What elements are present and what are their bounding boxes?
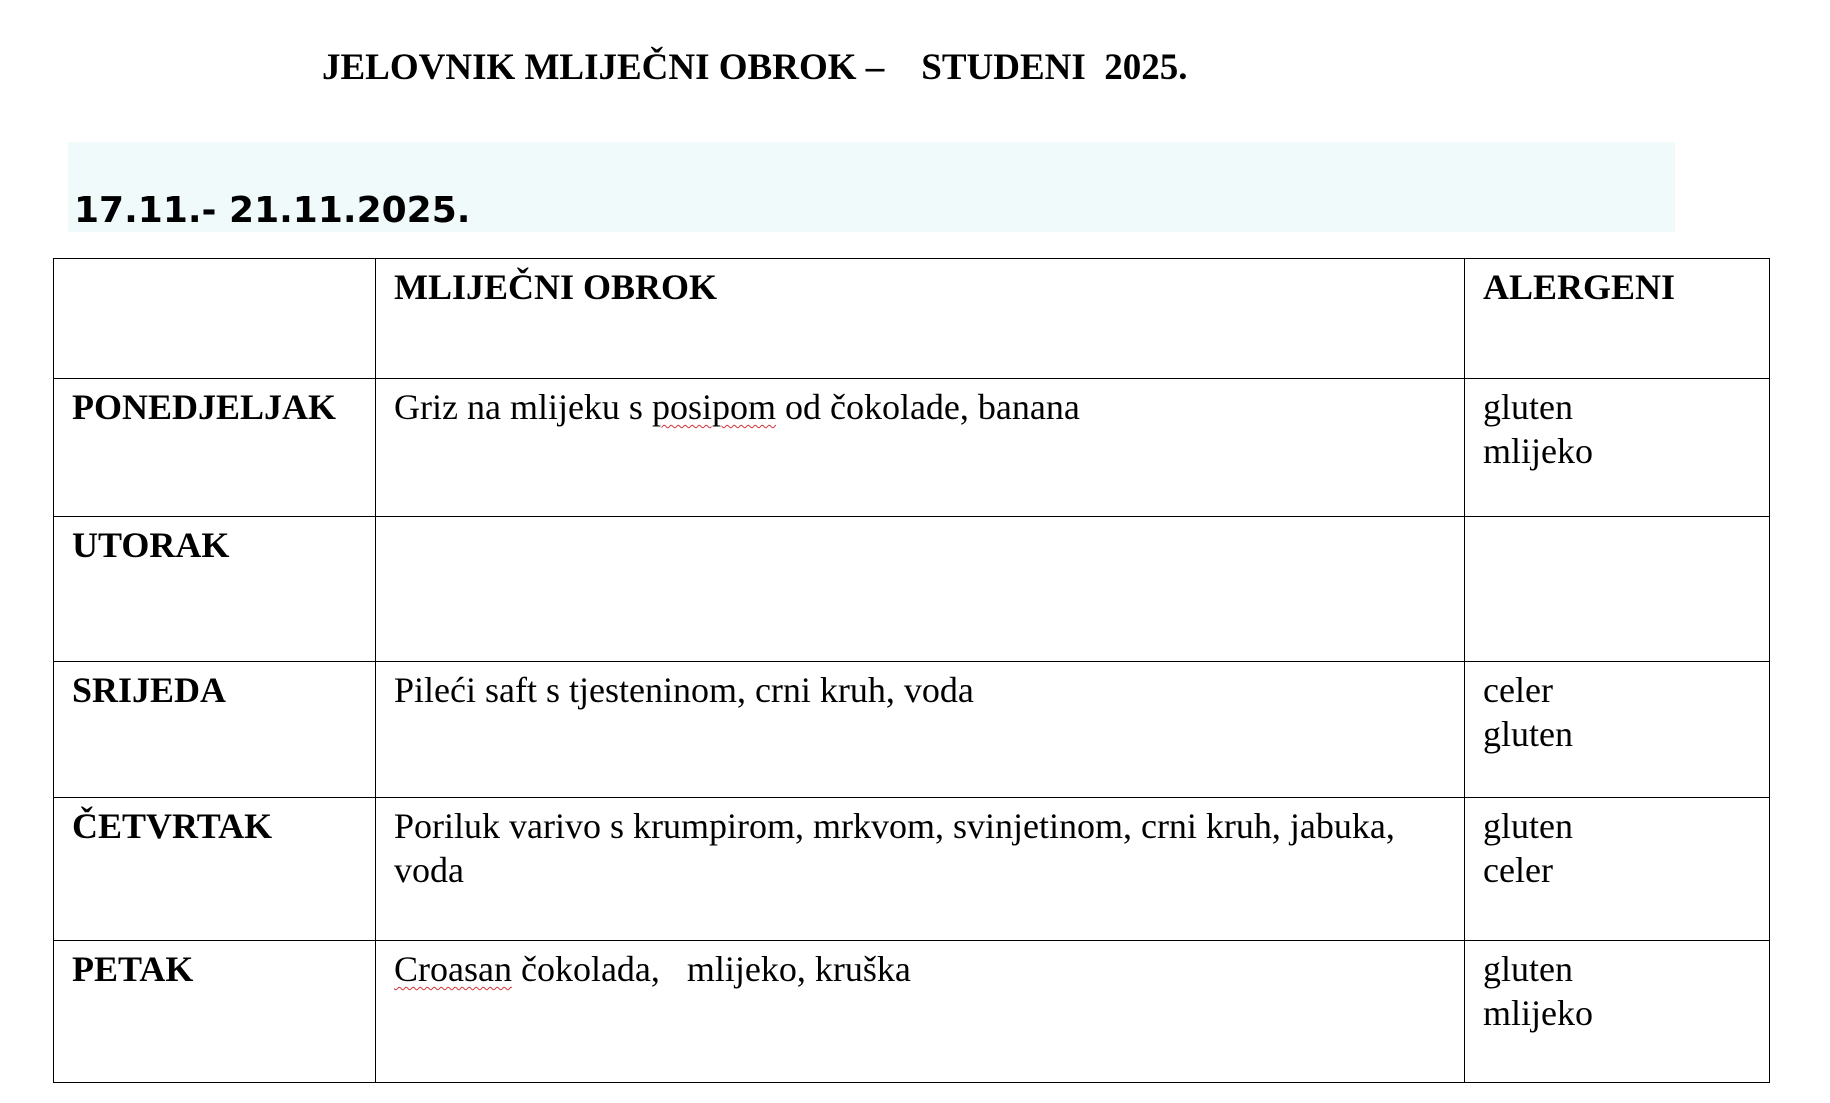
day-cell-wednesday: SRIJEDA	[54, 662, 376, 798]
table-row	[54, 662, 1770, 798]
table-row	[54, 379, 1770, 517]
allergens-cell-friday	[1465, 941, 1770, 1083]
meal-cell-friday	[376, 941, 1465, 1083]
header-day	[54, 259, 376, 379]
header-allergens: ALERGENI	[1465, 259, 1770, 379]
allergen-item: gluten	[1483, 714, 1573, 754]
menu-table	[53, 258, 1770, 1083]
header-meal: MLIJEČNI OBROK	[376, 259, 1465, 379]
allergen-item: mlijeko	[1483, 993, 1593, 1033]
meal-text: od čokolade, banana	[775, 387, 1080, 427]
allergen-item: mlijeko	[1483, 431, 1593, 471]
table-row	[54, 517, 1770, 662]
day-cell-tuesday: UTORAK	[54, 517, 376, 662]
table-row	[54, 941, 1770, 1083]
day-cell-friday: PETAK	[54, 941, 376, 1083]
spellcheck-flagged-word: posipom	[651, 387, 776, 427]
page-title: JELOVNIK MLIJEČNI OBROK – STUDENI 2025.	[322, 47, 1188, 88]
table-header-row	[54, 259, 1770, 379]
meal-cell-wednesday: Pileći saft s tjesteninom, crni kruh, voda	[376, 662, 1465, 798]
day-cell-thursday: ČETVRTAK	[54, 798, 376, 941]
allergens-cell-wednesday	[1465, 662, 1770, 798]
meal-text: Griz na mlijeku s	[394, 387, 652, 427]
allergen-item: gluten	[1483, 387, 1573, 427]
table-row	[54, 798, 1770, 941]
meal-cell-tuesday	[376, 517, 1465, 662]
week-date-range: 17.11.- 21.11.2025.	[74, 190, 471, 231]
meal-text: čokolada, mlijeko, kruška	[511, 949, 911, 989]
allergen-item: celer	[1483, 850, 1553, 890]
meal-cell-monday	[376, 379, 1465, 517]
spellcheck-flagged-word: Croasan	[394, 949, 512, 989]
allergen-item: gluten	[1483, 949, 1573, 989]
allergens-cell-thursday	[1465, 798, 1770, 941]
allergens-cell-tuesday	[1465, 517, 1770, 662]
allergens-cell-monday	[1465, 379, 1770, 517]
meal-cell-thursday: Poriluk varivo s krumpirom, mrkvom, svinjetinom, crni kruh, jabuka, voda	[376, 798, 1465, 941]
allergen-item: gluten	[1483, 806, 1573, 846]
allergen-item: celer	[1483, 670, 1553, 710]
day-cell-monday: PONEDJELJAK	[54, 379, 376, 517]
